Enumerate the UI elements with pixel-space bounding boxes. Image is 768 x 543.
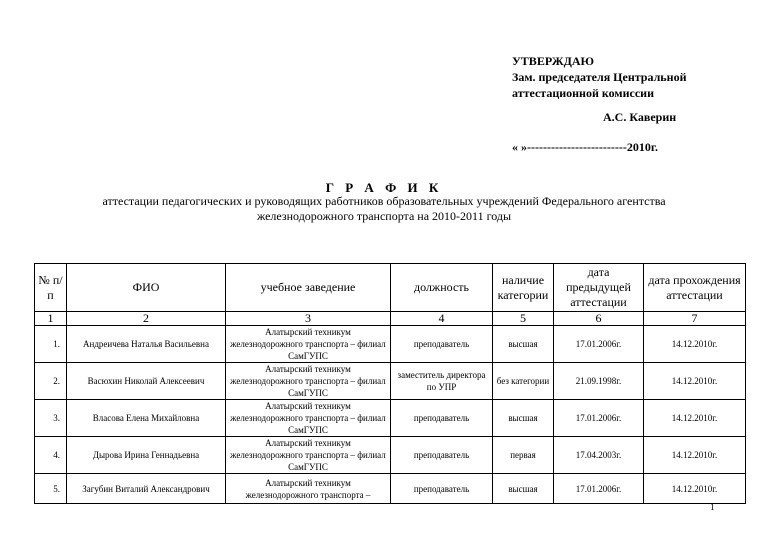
cell-previous-date: 17.01.2006г. — [554, 326, 644, 363]
row-number: 4. — [35, 437, 67, 474]
cell-next-date: 14.12.2010г. — [644, 326, 746, 363]
cell-previous-date: 17.01.2006г. — [554, 474, 644, 504]
cell-category: высшая — [493, 400, 554, 437]
row-number: 2. — [35, 363, 67, 400]
document-title: Г Р А Ф И К — [325, 180, 443, 195]
approval-position-line: Зам. председателя Центральной — [512, 70, 687, 84]
cell-position: преподаватель — [391, 437, 493, 474]
cell-fio: Загубин Виталий Александрович — [67, 474, 226, 504]
approval-signatory: А.С. Каверин — [603, 110, 677, 124]
cell-school: Алатырский техникум железнодорожного транспорта – филиал СамГУПС — [226, 363, 391, 400]
cell-school: Алатырский техникум железнодорожного транспорта – филиал СамГУПС — [226, 400, 391, 437]
row-number: 3. — [35, 400, 67, 437]
column-number: 6 — [554, 312, 644, 326]
table-header-row — [35, 264, 746, 312]
cell-fio: Дырова Ирина Геннадьевна — [67, 437, 226, 474]
header-school: учебное заведение — [226, 264, 391, 312]
column-number: 7 — [644, 312, 746, 326]
cell-next-date: 14.12.2010г. — [644, 474, 746, 504]
cell-position: преподаватель — [391, 400, 493, 437]
cell-fio: Андреичева Наталья Васильевна — [67, 326, 226, 363]
column-number: 1 — [35, 312, 67, 326]
cell-fio: Васюхин Николай Алексеевич — [67, 363, 226, 400]
row-number: 1. — [35, 326, 67, 363]
table-row — [35, 437, 746, 474]
document-subtitle: аттестации педагогических и руководящих работников образовательных учреждений Федерального агентства железнодорожного транспорта на 2010-2011 годы — [102, 194, 666, 223]
cell-previous-date: 17.04.2003г. — [554, 437, 644, 474]
table-row — [35, 326, 746, 363]
cell-position: преподаватель — [391, 474, 493, 504]
column-number: 4 — [391, 312, 493, 326]
column-number: 5 — [493, 312, 554, 326]
cell-school: Алатырский техникум железнодорожного транспорта – — [226, 474, 391, 504]
column-number: 2 — [67, 312, 226, 326]
cell-previous-date: 21.09.1998г. — [554, 363, 644, 400]
cell-fio: Власова Елена Михайловна — [67, 400, 226, 437]
cell-previous-date: 17.01.2006г. — [554, 400, 644, 437]
cell-school: Алатырский техникум железнодорожного транспорта – филиал СамГУПС — [226, 437, 391, 474]
header-next-date: дата прохождения аттестации — [644, 264, 746, 312]
page-number: 1 — [710, 502, 715, 512]
header-fio: ФИО — [67, 264, 226, 312]
header-category: наличие категории — [493, 264, 554, 312]
cell-category: без категории — [493, 363, 554, 400]
table-row — [35, 400, 746, 437]
cell-position: заместитель директора по УПР — [391, 363, 493, 400]
approval-commission-line: аттестационной комиссии — [512, 86, 654, 100]
column-number-row — [35, 312, 746, 326]
cell-position: преподаватель — [391, 326, 493, 363]
header-number: № п/п — [35, 264, 67, 312]
approval-block — [512, 53, 687, 154]
approval-heading: УТВЕРЖДАЮ — [512, 54, 595, 68]
cell-next-date: 14.12.2010г. — [644, 400, 746, 437]
cell-next-date: 14.12.2010г. — [644, 363, 746, 400]
cell-school: Алатырский техникум железнодорожного транспорта – филиал СамГУПС — [226, 326, 391, 363]
column-number: 3 — [226, 312, 391, 326]
attestation-schedule-table — [34, 263, 746, 504]
cell-category: высшая — [493, 326, 554, 363]
cell-next-date: 14.12.2010г. — [644, 437, 746, 474]
header-previous-date: дата предыдущей аттестации — [554, 264, 644, 312]
table-row — [35, 474, 746, 504]
header-position: должность — [391, 264, 493, 312]
row-number: 5. — [35, 474, 67, 504]
cell-category: высшая — [493, 474, 554, 504]
cell-category: первая — [493, 437, 554, 474]
table-row — [35, 363, 746, 400]
approval-date-line: « »-------------------------2010г. — [512, 140, 658, 154]
